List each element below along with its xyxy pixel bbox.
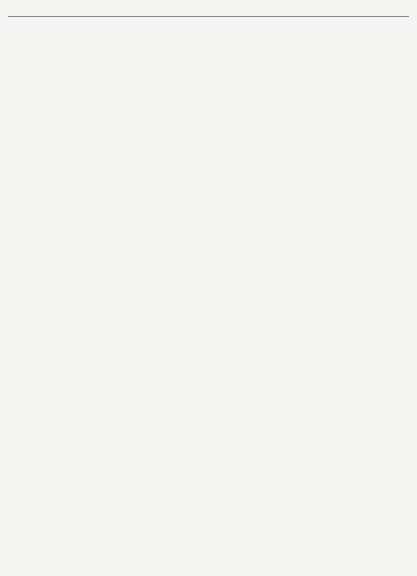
- notice-title: [8, 4, 409, 17]
- notice-body: [6, 20, 411, 540]
- tender-notice: [6, 4, 411, 570]
